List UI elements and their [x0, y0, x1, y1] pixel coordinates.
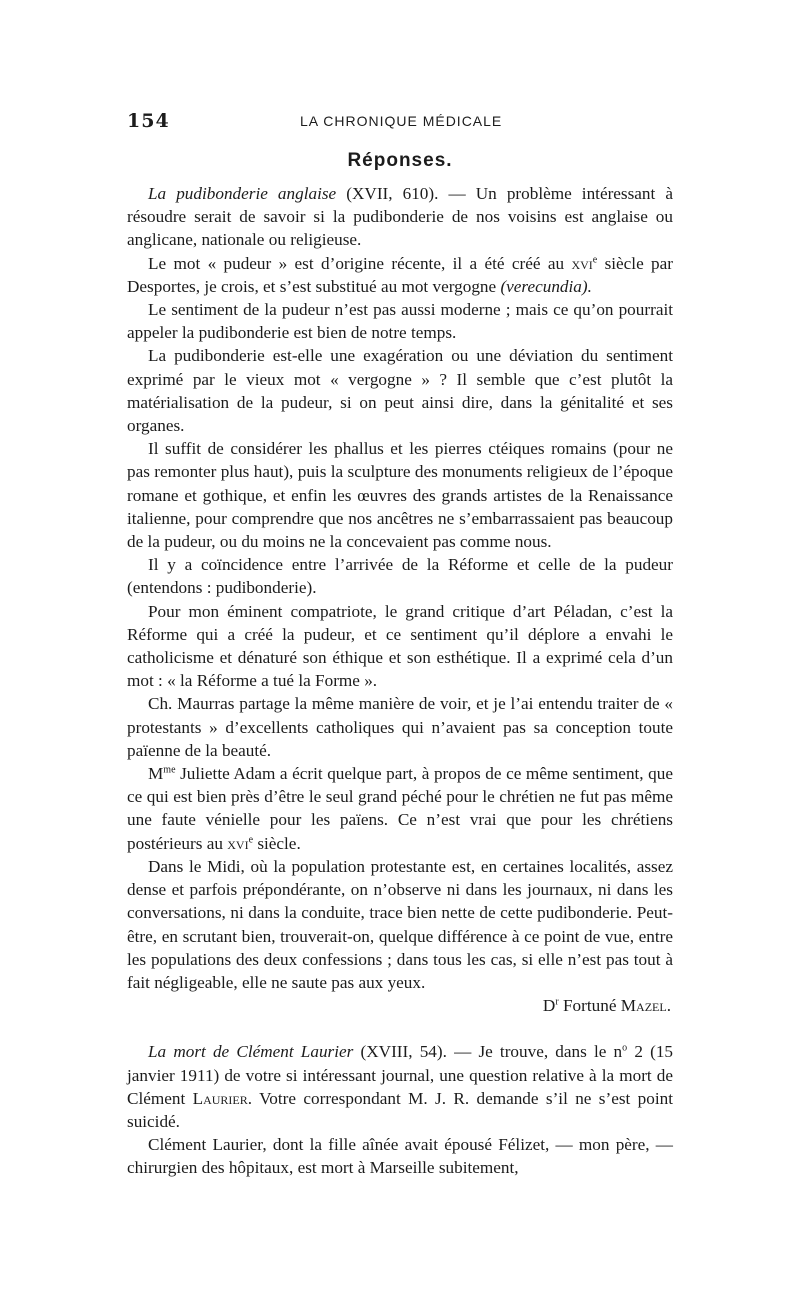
paragraph: La pudibonderie est-elle une exagération ou une déviation du sentiment exprimé par le vieux mot « vergogne » ? Il semble que c’est plutôt la matérialisation de la pudeur, si on peut ainsi dire, dans la génitalité et ses organes. [127, 346, 673, 436]
paragraph: Dans le Midi, où la population protestante est, en certaines localités, assez dense et parfois prépondérante, on n’observe ni dans les journaux, ni dans les conversations, ni dans la conduite, trace bien nette de cette pudibonderie. Peut-être, en scrutant bien, trouverait-on, quelque différence à ce point de vue, entre les populations des deux confessions ; dans tous les cas, si elle n’est pas tout à fait négligeable, elle ne saute pas aux yeux. [127, 856, 673, 992]
article-reference: (XVIII, 54). [360, 1042, 447, 1062]
article-reference: (XVII, 610). [346, 184, 439, 203]
page-number: 154 [127, 110, 170, 132]
paragraph: La mort de Clément Laurier (XVIII, 54). — Je trouve, dans le $n^o$ 2 (15 janvier 1911) de votre si intéressant journal, une question relative à la mort de Clément Laurier. Votre correspondant M. J. R. demande s’il ne s’est point suicidé. [127, 1042, 674, 1131]
article-body [127, 182, 673, 1180]
section-spacer [127, 1017, 673, 1040]
century-numeral: xvi [227, 833, 249, 853]
article-topic: La mort de Clément Laurier [148, 1042, 354, 1062]
paragraph: Le sentiment de la pudeur n’est pas aussi moderne ; mais ce qu’on pourrait appeler la pudibonderie est bien de notre temps. [127, 300, 673, 343]
paragraph: Il y a coïncidence entre l’arrivée de la Réforme et celle de la pudeur (entendons : pudibonderie). [127, 555, 673, 598]
running-title: LA CHRONIQUE MÉDICALE [300, 113, 503, 129]
article-topic: La pudibonderie anglaise [148, 184, 337, 203]
paragraph: La pudibonderie anglaise (XVII, 610). — Un problème intéressant à résoudre serait de savoir si la pudibonderie de nos voisins est anglaise ou anglicane, nationale ou religieuse. [127, 184, 673, 250]
paragraph: $M^{me}$ Juliette Adam a écrit quelque part, à propos de ce même sentiment, que ce qui est bien près d’être le seul grand péché pour le chrétien ne fut pas même une faute vénielle pour les païens. Ce n’est vrai que pour les chrétiens postérieurs au xvi$^e$ siècle. [127, 764, 673, 853]
section-title: Réponses. [347, 150, 453, 171]
paragraph: Il suffit de considérer les phallus et les pierres ctéiques romains (pour ne pas remonter plus haut), puis la sculpture des monuments religieux de l’époque romane et gothique, et enfin les œuvres des grands artistes de la Renaissance italienne, pour comprendre que nos ancêtres ne s’embarrassaient pas beaucoup de la pudeur, ou du moins ne la concevaient pas comme nous. [127, 439, 673, 552]
paragraph: Clément Laurier, dont la fille aînée avait épousé Félizet, — mon père, — chirurgien des hôpitaux, est mort à Marseille subitement, [127, 1135, 673, 1178]
paragraph: Pour mon éminent compatriote, le grand critique d’art Péladan, c’est la Réforme qui a créé la pudeur, et ce sentiment qu’il déplore a envahi le catholicisme et dénaturé son éthique et son esthétique. Il a exprimé cela d’un mot : « la Réforme a tué la Forme ». [127, 601, 673, 691]
paragraph: Ch. Maurras partage la même manière de voir, et je l’ai entendu traiter de « protestants » d’excellents catholiques qui n’avaient pas sa conception toute païenne de la beauté. [127, 694, 673, 760]
paragraph: Le mot « pudeur » est d’origine récente, il a été créé au xvi$^e$ siècle par Desportes, je crois, et s’est substitué au mot vergogne (verecundia). [127, 253, 673, 296]
signature: $D^r$ Fortuné Mazel. [542, 996, 671, 1016]
century-numeral: xvi [571, 253, 593, 273]
latin-term: (verecundia). [500, 276, 592, 296]
